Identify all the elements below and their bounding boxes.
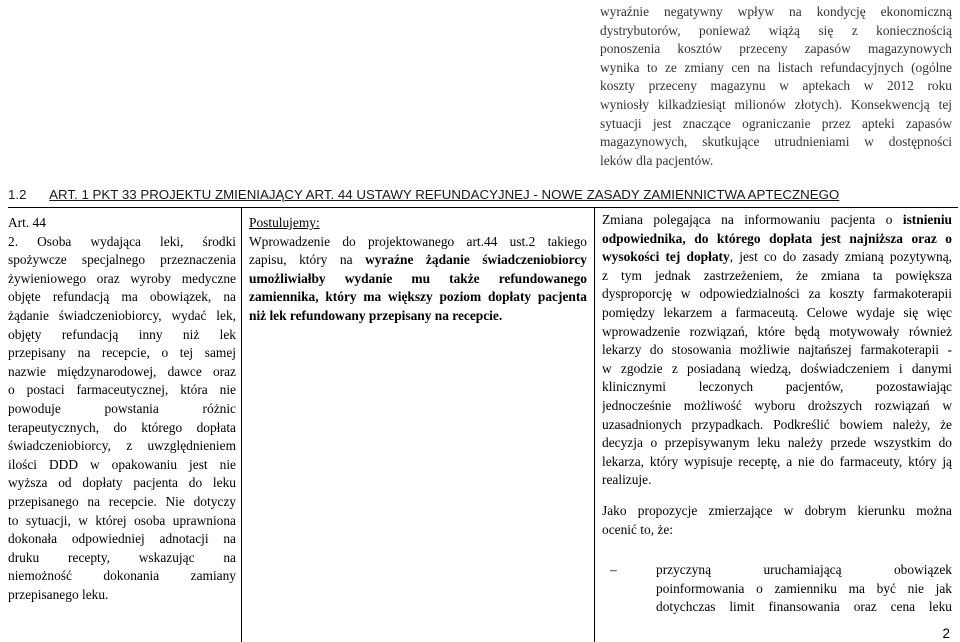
text-line: przepisany na recepcie, o tej samej <box>8 345 236 361</box>
text-line: Jako propozycje zmierzające w dobrym kierunku można <box>602 502 952 518</box>
text-line: uzasadnionych przypadkach. Podkreślić bowiem należy, że <box>602 416 952 432</box>
text-line: wprowadzenie rozwiązań, które będą motywowały również <box>602 323 952 339</box>
text-line: niemożność dokonania zamiany <box>8 568 236 584</box>
text-line: żywieniowego oraz wyroby medyczne <box>8 270 236 286</box>
text-line: jednocześnie możliwość wyboru droższych rozwiązań w <box>602 397 952 413</box>
text-line: decyzja o przepisywanym leku należy przede wszystkim do <box>602 435 952 451</box>
text-segment: Zmiana polegająca na informowaniu pacjenta o <box>602 212 903 227</box>
text-line: druku recepty, wskazując na <box>8 549 236 565</box>
text-line: przepisanego leku. <box>8 586 109 602</box>
spacer <box>602 490 952 502</box>
bullet-text <box>656 561 952 617</box>
text-line: nazwie międzynarodowej, dawce oraz <box>8 363 236 379</box>
page-number: 2 <box>942 626 950 641</box>
text-line: Wprowadzenie do projektowanego art.44 ust.2 takiego <box>249 233 587 249</box>
text-line: świadczeniobiorcy, z uwzględnieniem <box>8 438 236 454</box>
text-line: wyraźnie negatywny wpływ na kondycję ekonomiczną <box>600 4 952 19</box>
continuation-paragraph <box>600 3 952 170</box>
section-number: 1.2 <box>8 187 27 202</box>
text-line: to sytuacji, w której osoba uprawniona <box>8 512 236 528</box>
text-line: wynika to ze zmiany cen na listach refundacyjnych (ogólne <box>600 59 952 75</box>
text-line: wyższa od dopłaty pacjenta do leku <box>8 475 236 491</box>
bullet-dash: – <box>610 562 617 577</box>
text-line: objęte refundacją ma obowiązek, na <box>8 289 236 305</box>
text-line: ilości DDD w opakowaniu jest nie <box>8 456 236 472</box>
text-line: żądanie świadczeniobiorcy, wydać lek, <box>8 307 236 323</box>
text-line: magazynowych, skutkujące utrudnieniami w dostępności <box>600 134 952 150</box>
text-line: 2. Osoba wydająca leki, środki <box>8 233 236 249</box>
article-heading: Art. 44 <box>8 215 46 230</box>
postulate-column <box>249 214 587 326</box>
text-line: ocenić to, że: <box>602 521 674 537</box>
text-line: o postaci farmaceutycznej, która nie <box>8 382 236 398</box>
text-line: dokonała odpowiedniej adnotacji na <box>8 531 236 547</box>
text-line: lekarzy do stosowania możliwie najtańszej farmakoterapii - <box>602 342 952 358</box>
text-line: koszty przeceny magazynu w aptekach w 2012 roku <box>600 78 952 94</box>
text-line <box>602 211 952 230</box>
postulate-heading: Postulujemy: <box>249 215 320 230</box>
section-heading <box>8 187 839 202</box>
text-line: niż lek refundowany przepisany na recepcie. <box>249 307 503 323</box>
text-line: poinformowania o zamienniku ma być nie jak <box>656 580 952 596</box>
text-line: objęty refundacją inny niż lek <box>8 326 236 342</box>
text-line: dystrybutorów, ponieważ wiążą się z koniecznością <box>600 22 952 38</box>
text-line: odpowiednika, do którego dopłata jest najniższa oraz o <box>602 230 952 246</box>
text-line: lekarza, który wypisuje receptę, a nie do farmaceuty, który ją <box>602 453 952 469</box>
text-line: powoduje powstania różnic <box>8 400 236 416</box>
text-line: w zgodzie z posiadaną wiedzą, doświadczeniem i danymi <box>602 360 952 376</box>
column-divider <box>594 208 595 642</box>
text-line: umożliwiałby wydanie mu także refundowanego <box>249 270 587 286</box>
text-line: wyniosły kilkadziesiąt milionów złotych). Konsekwencją tej <box>600 96 952 112</box>
text-line: z tym jednak zastrzeżeniem, że zmiana ta powiększa <box>602 267 952 283</box>
text-line: spożywcze specjalnego przeznaczenia <box>8 252 236 268</box>
text-line: zamiennika, który ma większy poziom dopłaty pacjenta <box>249 289 587 305</box>
text-line: przepisanego na recepcie. Nie dotyczy <box>8 493 236 509</box>
text-line <box>602 248 952 267</box>
section-title: ART. 1 PKT 33 PROJEKTU ZMIENIAJĄCY ART. 44 USTAWY REFUNDACYJNEJ - NOWE ZASADY ZAMIENNICTWA APTECZNEGO <box>49 187 840 202</box>
text-segment: , jest co do zasady zmianą pozytywną, <box>729 249 952 265</box>
text-line: sytuacji jest znaczące ograniczanie przez apteki zapasów <box>600 115 952 131</box>
text-line: pomiędzy lekarzem a farmaceutą. Celowe wydaje się więc <box>602 304 952 320</box>
bold-segment: wyraźne żądanie świadczeniobiorcy <box>365 252 587 268</box>
text-line: terapeutycznych, do którego dopłata <box>8 419 236 435</box>
article-text-column <box>8 214 236 604</box>
bold-segment: istnieniu <box>902 212 952 227</box>
text-segment: zapisu, który na <box>249 252 366 268</box>
text-line <box>249 251 587 270</box>
bold-segment: wysokości tej dopłaty <box>602 249 730 265</box>
text-line: klinicznymi leczonych pacjentów, pozostawiając <box>602 379 952 395</box>
text-line: przyczyną uruchamiającą obowiązek <box>656 562 952 577</box>
text-line: ponoszenia kosztów przeceny zapasów magazynowych <box>600 41 952 57</box>
column-divider <box>241 208 242 642</box>
text-line: leków dla pacjentów. <box>600 152 714 168</box>
text-line: dysproporcję w odpowiedzialności za koszty farmakoterapii <box>602 286 952 302</box>
text-line: realizuje. <box>602 472 652 488</box>
table-top-rule <box>8 207 958 208</box>
text-line: dotychczas limit finansowania oraz cena leku <box>656 599 952 615</box>
commentary-column <box>602 211 952 539</box>
